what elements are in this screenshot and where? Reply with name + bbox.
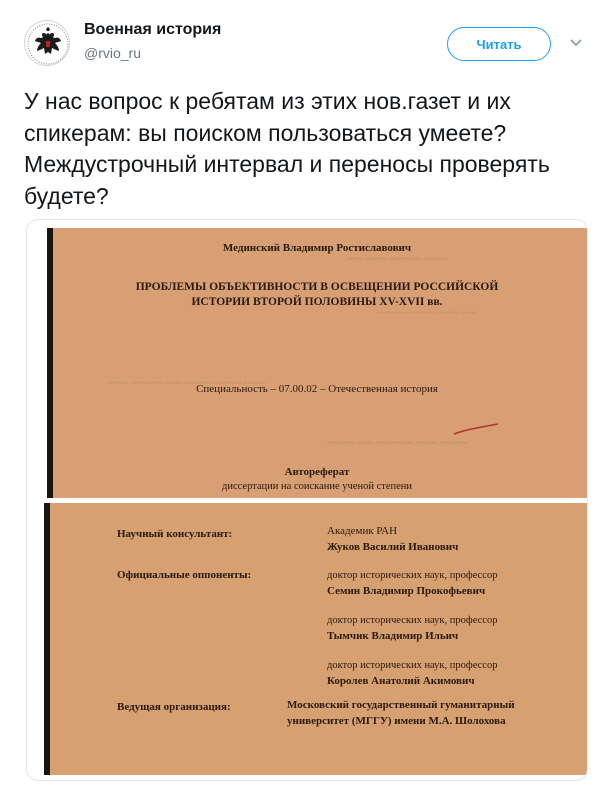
red-pen-mark [452,420,502,440]
specialty: Специальность – 07.00.02 – Отечественная история [196,383,438,395]
chevron-down-icon[interactable] [566,33,586,53]
abstract-label: Автореферат [284,466,350,478]
consultant-label: Научный консультант: [117,528,233,540]
org-line1: Московский государственный гуманитарный [287,699,515,711]
tweet-media[interactable] [26,219,588,781]
opponents-label: Официальные оппоненты: [117,569,252,581]
opponent-name: Семин Владимир Прокофьевич [327,585,486,597]
org-line2: университет (МГГУ) имени М.А. Шолохова [287,715,506,727]
tweet-text: У нас вопрос к ребятам из этих нов.газет и их спикерам: вы поиском пользоваться умеете? Междустрочный интервал и переносы проверять будете? [24,88,557,209]
thesis-title-line1: ПРОБЛЕМЫ ОБЪЕКТИВНОСТИ В ОСВЕЩЕНИИ РОССИЙСКОЙ [135,281,499,293]
double-headed-eagle-icon [25,21,70,66]
scan-committee-page [44,503,588,775]
thesis-title-line2: ИСТОРИИ ВТОРОЙ ПОЛОВИНЫ XV-XVII вв. [191,296,443,308]
opponent-name: Тымчик Владимир Ильич [327,630,459,642]
avatar[interactable] [24,20,70,66]
abstract-subtitle: диссертации на соискание ученой степени [222,481,412,492]
consultant-title: Академик РАН [327,525,398,537]
account-name[interactable]: Военная история [84,21,222,38]
follow-button[interactable]: Читать [447,27,551,61]
opponent-name: Королев Анатолий Акимович [327,675,475,687]
author-name: Мединский Владимир Ростиславович [222,242,412,254]
tweet-header [0,0,610,80]
org-label: Ведущая организация: [117,701,231,713]
opponent-title: доктор исторических наук, профессор [327,615,498,626]
scan-title-page: ~~~ ~~~~ ~~~~~~ ~~~~ ~~~~~~ ~~~~ ~~~~ ~~~ ~~~~ ~~~~~~ ~~~ ~~~~~ ~~~~~ ~~~~ ~~~~~ ~~~ ~~~~~~~ ~~~~ ~~~~~ Мединский Владимир Ростиславович ПРОБЛЕМЫ ОБЪЕКТИВНОСТИ В ОСВЕЩЕНИИ РОССИЙСКОЙ ИСТОРИИ ВТОРОЙ ПОЛОВИНЫ XV-XVII вв. Специальность – 07.00.02 – Отечественная история Автореферат диссертации на соискание ученой степени [47,228,587,498]
opponent-title: доктор исторических наук, профессор [327,570,498,581]
consultant-name: Жуков Василий Иванович [327,541,459,553]
opponent-title: доктор исторических наук, профессор [327,660,498,671]
account-handle[interactable]: @rvio_ru [84,45,142,61]
